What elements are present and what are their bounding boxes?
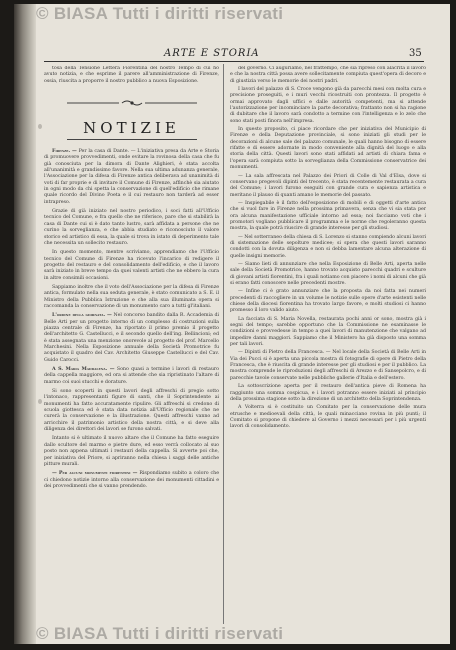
page-number: 35 (409, 48, 422, 59)
entry-head: Firenze. — (52, 148, 77, 155)
page (14, 4, 450, 644)
entry-head: — Per alcuni monumenti fiorentini — (52, 470, 138, 477)
article-paragraph: I lavori del palazzo di S. Croce vengono già da parecchi mesi con molta cura e precisione proseguiti, e i muri vecchi ricostruiti con prontezza. Il progetto è ormai approvato dagli uffici e dalle autorità competenti, ma si attende l'autorizzazione per incominciare la parte decorativa; frattanto non si ha ragione di dubitare che il lavoro sarà condotto a termine con l'intelligenza e lo zelo che sono stati posti finora nell'impresa. (230, 87, 426, 124)
article-paragraph: In questo proposito, ci piace ricordare che per iniziativa del Municipio di Firenze e della Deputazione provinciale, si sono iniziati gli studi per le decorazioni di alcune sale del palazzo comunale, le quali hanno bisogno di essere rifatte e di essere adornate in modo conveniente alla dignità del luogo e alla storia della città. Questi lavori sono stati affidati ad artisti di chiara fama e l'opera sarà compiuta sotto la sorveglianza della Commissione conservatrice dei monumenti. (230, 127, 426, 171)
column-divider (223, 64, 224, 624)
notice-entry (44, 366, 219, 386)
notice-entry (44, 148, 219, 206)
notice-entry (44, 284, 219, 310)
article-paragraph: — Dipinti di Pietro della Francesca. — Nel locale della Società di Belle Arti in Via dei Pucci si è aperta una piccola mostra di fotografie di opere di Pietro della Francesca, che è riuscita di grande interesse per gli studiosi e per il pubblico. La mostra comprende le riproduzioni degli affreschi di Arezzo e di Sansepolcro, e di parecchie tavole conservate nelle pubbliche gallerie d'Italia e dell'estero. (230, 350, 426, 381)
article-paragraph: — Siamo lieti di annunziare che nella Esposizione di Belle Arti, aperta nelle sale della Società Promotrice, hanno trovato acquisto parecchi quadri e sculture di giovani artisti fiorentini, fra i quali notiamo con piacere i nomi di alcuni che già si erano fatti conoscere nelle precedenti mostre. (230, 261, 426, 286)
scan-speck (38, 124, 42, 129)
article-paragraph: — La sala affrescata nel Palazzo dei Priori di Colle di Val d'Elsa, dove si conservano pregevoli dipinti del trecento, è stata recentemente restaurata a cura del Comune; i lavori furono eseguiti con grande cura e sapienza artistica e meritano il plauso di quanti amano le memorie del passato. (230, 173, 426, 198)
notice-entry (44, 470, 219, 490)
notice-entry (44, 435, 219, 468)
article-paragraph: — Infine ci è grato annunziare che la proposta da noi fatta nei numeri precedenti di raccogliere in un volume le notizie sulle opere d'arte esistenti nelle chiese della diocesi fiorentina ha trovato largo favore, e molti studiosi ci hanno promesso il loro valido aiuto. (230, 289, 426, 314)
article-paragraph: La sottoscrizione aperta per il restauro dell'antica pieve di Romena ha raggiunto una somma cospicua, e i lavori potranno essere iniziati al principio della prossima stagione sotto la direzione di un architetto della Soprintendenza. (230, 384, 426, 402)
entry-text: Grazie di già iniziato nel nostro periodico, i soci fatti all'Ufficio tecnico del Comune, e fra quello che ne riferisce, pare che si stabilirà la casa di Dante cui si è dato tanto lustro, sarà affidata a persone che ne curino la sorveglianza, e che abbia studiato e riconosciuto il valore storico ed artistico di essa, la quale si trova in istato di deperimento tale che necessita un sollecito restauro. (44, 209, 219, 246)
notice-entry (44, 312, 219, 364)
notice-entry (44, 249, 219, 282)
ornament-flourish-icon (67, 99, 197, 107)
article-paragraph: — Inspiegabile è il fatto dell'esposizione di mobili e di oggetti d'arte antica che si vuol fare in Firenze nella prossima primavera, senza che vi sia stata per ora alcuna manifestazione ufficiale intorno ad essa; noi facciamo voti che i promotori vogliano pubblicare il programma e le norme che regoleranno questa mostra, la quale potrà riuscire di grande interesse per gli studiosi. (230, 200, 426, 232)
ornament-divider (44, 99, 219, 107)
article-paragraph: A Volterra si è costituito un Comitato per la conservazione delle mura etrusche e medioevali della città, le quali minacciano rovina in più punti; il Comitato si propone di chiedere al Governo i mezzi necessari per i più urgenti lavori di consolidamento. (230, 405, 426, 430)
section-title-rule (67, 139, 197, 140)
binding-gutter (14, 4, 36, 644)
right-column (230, 66, 426, 624)
intro-paragraph: tosa della Tensione Lettera Fiorentina del nostro Tempo di cui ho avuto notizia, e che esprime il parere all'amministrazione di Firenze, ossia, riuscita a proporre il nostro pubblico a nuova Esposizione. (44, 66, 219, 84)
entry-text: Intanto si è ultimato il nuovo altare che il Comune ha fatto eseguire dallo scultore del marmo e pietre dure, ed esso verrà collocato al suo posto non appena ultimati i restauri della cappella. Si avverte poi che, per iniziativa del Priore, si apriranno nella chiesa i saggi delle antiche pitture murali. (44, 436, 219, 467)
entry-text: Sono quasi a termine i lavori di restauro della cappella maggiore, ed ora si attende che sia ripristinato l'altare di marmo coi suoi stucchi e dorature. (44, 367, 219, 385)
header-rule (44, 61, 424, 62)
watermark-top: © BIASA Tutti i diritti riservati (36, 4, 284, 23)
running-head: ARTE E STORIA (164, 48, 260, 59)
entry-text: Si sono scoperti in questi lavori degli affreschi di pregio sotto l'intonaco, rappresentanti figure di santi, che il Soprintendente ai monumenti ha fatto accuratamente ripulire. Gli affreschi si credono di scuola giottesca ed è stata data notizia all'Ufficio regionale che ne curerà la conservazione e la illustrazione. Questi affreschi vanno ad arricchire il patrimonio artistico della nostra città, e si deve alla diligenza dei direttori dei lavori se furono salvati. (44, 389, 219, 433)
section-title: NOTIZIE (83, 119, 180, 138)
entry-text: Sappiamo inoltre che il voto dell'Associazione per la difesa di Firenze antica, formulato nella sua seduta generale, è stato comunicato a S. E. il Ministro della Pubblica Istruzione e che alla sua illuminata opera si raccomanda la conservazione di un monumento caro a tutti gl'italiani. (44, 284, 219, 309)
entry-text: Per la casa di Dante. — L'iniziativa presa da Arte e Storia di promuovere provvedimenti, onde evitare la rovinosa della casa che fu già conosciuta per la dimora di Dante Alighieri, è stata accolta all'unanimità e grandissimo favore. Nella sua ultima adunanza generale, l'Associazione per la difesa di Firenze antica deliberava ad unanimità di voti di far proprie e di invitare il Comune di Firenze, affinchè sia aiutato in ogni modo da chi spetta la conservazione di quell'edificio che rimane quale ricordo del Divino Poeta e il cui restauro non tarderà ad esser intrapreso. (44, 149, 219, 205)
entry-head: A S. Maria Maddalena. — (52, 366, 115, 373)
entry-text: Nel concorso bandito dalla R. Accademia di Belle Arti per un progetto interno di un complesso di costruzioni sulla piazza centrale di Firenze, ha riportato il primo premio il progetto dell'architetto G. Castellucci, e il secondo quello dell'ing. Bellincioni; ed è stata assegnata una menzione onorevole al progetto del prof. Marcello Marchesini. Nella Esposizione annuale della Società Promotrice fu acquistato il quadro del Cav. Architetto Giuseppe Castellucci e del Cav. Guido Carocci. (44, 313, 219, 363)
entry-text: Rispondiamo subito a coloro che ci chiedono notizie intorno alla conservazione dei monumenti cittadini e dei provvedimenti che si vanno prendendo. (44, 471, 219, 489)
left-column (44, 66, 219, 624)
article-paragraph: La facciata di S. Maria Novella, restaurata pochi anni or sono, mostra già i segni del tempo; sarebbe opportuno che la Commissione ne esaminasse le condizioni e provvedesse in tempo a quei lavori di manutenzione che valgano ad impedire danni maggiori. Sappiamo che il Ministero ha già disposto una somma per tali lavori. (230, 316, 426, 348)
article-paragraph: del governo. Ci auguriamo, nel frattempo, che sia ripreso con alacrità il lavoro e che la nostra città possa avere sollecitamente compiuta quest'opera di decoro e di giustizia verso le memorie dei nostri padri. (230, 66, 426, 84)
entry-text: In questo momento, mentre scriviamo, apprendiamo che l'Ufficio tecnico del Comune di Firenze ha ricevuto l'incarico di redigere il progetto del restauro e del consolidamento dell'edificio, e che il lavoro sarà iniziato in breve tempo da quei valenti artisti che ne ebbero la cura in altre consimili occasioni. (44, 250, 219, 281)
scan-speck (38, 399, 42, 404)
notice-entry (44, 388, 219, 433)
entry-head: L'ordine della giornata. — (52, 312, 112, 319)
article-paragraph: — Nel sotterraneo della chiesa di S. Lorenzo si stanno compiendo alcuni lavori di sistemazione delle sepolture medicee; si spera che questi lavori saranno condotti con la dovuta diligenza e non si debba lamentare alcuna alterazione di quelle insigni memorie. (230, 234, 426, 259)
watermark-bottom: © BIASA Tutti i diritti riservati (36, 624, 284, 643)
notice-entry (44, 208, 219, 247)
